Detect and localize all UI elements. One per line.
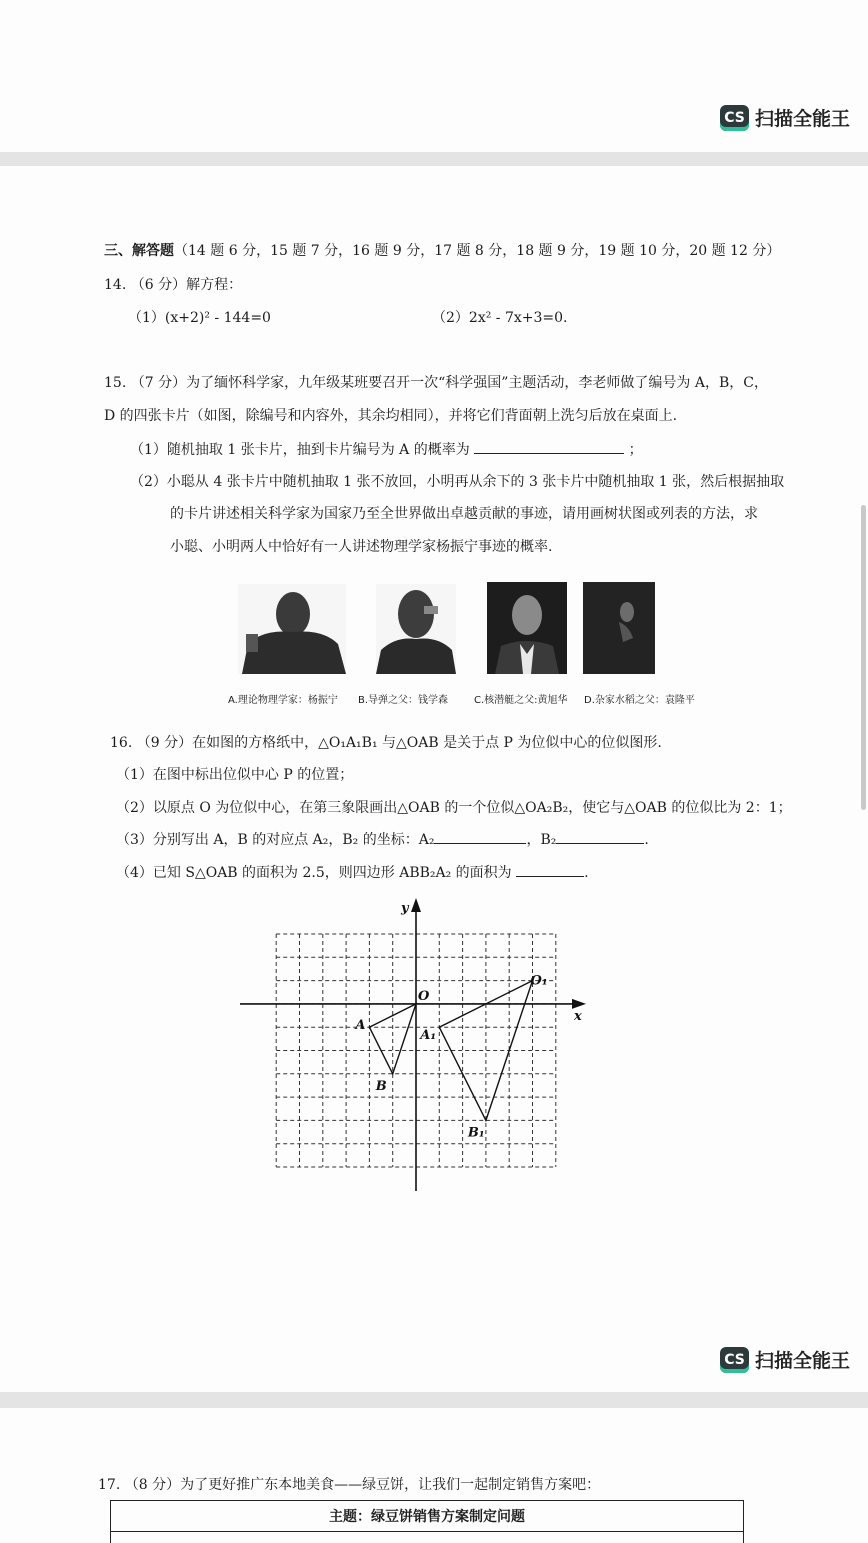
- q15-part1-end: ；: [628, 442, 643, 458]
- watermark-text: 扫描全能王: [755, 1350, 851, 1372]
- label-b1: B₁: [467, 1125, 485, 1141]
- q15-line1: [104, 372, 768, 392]
- card-caption-b: B.导弹之父：钱学森: [358, 695, 449, 706]
- answer-blank: [516, 863, 584, 877]
- card-photo-d: [583, 582, 655, 674]
- card-caption-d: D.杂家水稻之父：袁隆平: [584, 695, 695, 706]
- q15-part1: [130, 439, 643, 459]
- section-points-note: （14 题 6 分，15 题 7 分，16 题 9 分，17 题 8 分，18 题 9 分，19 题 10 分，20 题 12 分）: [174, 243, 781, 259]
- q15-part2-line3: 小聪、小明两人中恰好有一人讲述物理学家杨振宁事迹的概率.: [170, 539, 553, 555]
- label-a: A: [355, 1018, 366, 1034]
- q14-stem: [104, 274, 242, 294]
- coordinate-grid: [236, 896, 592, 1196]
- watermark: [720, 104, 850, 131]
- card-photo-b: [376, 584, 456, 674]
- axis-label-x: x: [574, 1008, 582, 1024]
- card-caption-a: A.理论物理学家：杨振宁: [228, 695, 338, 706]
- answer-blank: [474, 440, 624, 454]
- q15-line2: D 的四张卡片（如图，除编号和内容外，其余均相同），并将它们背面朝上洗匀后放在桌面上.: [104, 408, 678, 424]
- scan-page-2: [0, 166, 868, 1392]
- label-o1: O₁: [530, 973, 548, 989]
- q16-stem-text: （9 分）在如图的方格纸中，△O₁A₁B₁ 与△OAB 是关于点 P 为位似中心的位似图形.: [136, 735, 662, 751]
- q16-part4-a: （4）已知 S△OAB 的面积为 2.5，则四边形 ABB₂A₂ 的面积为: [116, 865, 512, 881]
- q15-number: 15.: [104, 375, 127, 391]
- q16-part3-a: （3）分别写出 A，B 的对应点 A₂，B₂ 的坐标：A₂: [116, 832, 435, 848]
- q14-number: 14.: [104, 277, 127, 293]
- answer-blank: [556, 830, 644, 844]
- label-b: B: [375, 1078, 387, 1094]
- y-axis-arrow: [411, 898, 421, 912]
- section-heading: [104, 240, 780, 260]
- q14-part2: （2）2x² - 7x+3=0.: [432, 310, 568, 326]
- q16-part1: （1）在图中标出位似中心 P 的位置；: [116, 767, 354, 783]
- q15-line1-text: （7 分）为了缅怀科学家，九年级某班要召开一次“科学强国”主题活动，李老师做了编号为 A，B，C，: [130, 375, 768, 391]
- watermark: [720, 1346, 850, 1373]
- card-photo-a: [238, 584, 346, 674]
- q16-stem: [110, 732, 662, 752]
- q15-part1-text: （1）随机抽取 1 张卡片，抽到卡片编号为 A 的概率为: [130, 442, 470, 458]
- q16-part4-b: .: [584, 865, 589, 881]
- camscanner-logo-icon: CS: [720, 105, 749, 131]
- card-caption-c: C.核潜艇之父:黄旭华: [474, 695, 568, 706]
- q16-number: 16.: [110, 735, 133, 751]
- answer-blank: [434, 830, 526, 844]
- q17-stem-text: （8 分）为了更好推广东本地美食——绿豆饼，让我们一起制定销售方案吧：: [124, 1477, 601, 1493]
- section-title: 三、解答题: [104, 243, 174, 259]
- scrollbar[interactable]: [861, 505, 866, 810]
- x-axis-arrow: [572, 999, 586, 1009]
- q14-stem-text: （6 分）解方程：: [130, 277, 243, 293]
- card-photo-c: [487, 582, 567, 674]
- q15-part2-line2: 的卡片讲述相关科学家为国家乃至全世界做出卓越贡献的事迹，请用画树状图或列表的方法，求: [170, 506, 758, 522]
- q16-part4: [116, 862, 589, 882]
- q16-part3-c: .: [644, 832, 649, 848]
- scan-page-3: [0, 1408, 868, 1543]
- q17-table-title: 主题：绿豆饼销售方案制定问题: [111, 1501, 743, 1532]
- q17-table: [110, 1500, 744, 1543]
- q15-part2-line1: （2）小聪从 4 张卡片中随机抽取 1 张不放回，小明再从余下的 3 张卡片中随机抽取 1 张，然后根据抽取: [130, 474, 785, 490]
- q16-part3: [116, 829, 649, 849]
- q16-part3-b: ，B₂: [526, 832, 557, 848]
- q16-part2: （2）以原点 O 为位似中心，在第三象限画出△OAB 的一个位似△OA₂B₂，使它与△OAB 的位似比为 2：1；: [116, 800, 792, 816]
- camscanner-logo-icon: CS: [720, 1347, 749, 1373]
- q14-part1: （1）(x+2)² - 144=0: [128, 310, 271, 326]
- q17-number: 17.: [98, 1477, 121, 1493]
- label-o: O: [418, 988, 430, 1004]
- axis-label-y: y: [401, 901, 409, 916]
- watermark-text: 扫描全能王: [755, 108, 851, 130]
- scan-page-1: [0, 0, 868, 152]
- q17-stem: [98, 1474, 600, 1494]
- label-a1: A₁: [420, 1028, 437, 1044]
